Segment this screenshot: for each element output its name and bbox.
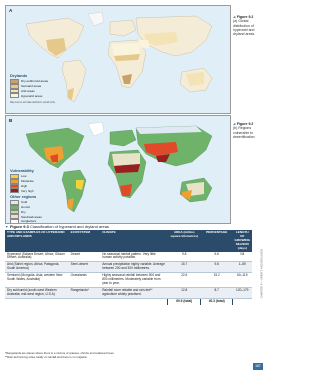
legend-item: Dry-subhumid areas (10, 79, 48, 84)
cell-area: 9.8 (168, 252, 201, 262)
cell-percentage: 8.7 (201, 287, 233, 298)
map-b-tag: B (9, 118, 13, 123)
legend-item: Hyperarid areas (10, 93, 48, 98)
header-climate: CLIMATE (100, 230, 167, 252)
figure-caption-a (233, 15, 263, 36)
cell-ecosystem: Semi-desert (69, 262, 101, 273)
legend-swatch (10, 188, 19, 193)
map-a-source-note: Map source and data attribution (small print). (10, 102, 56, 104)
cell-ecosystem: Desert (69, 252, 101, 262)
legend-item: Humid (10, 205, 42, 210)
cell-ecosystem: Grasslands (69, 273, 101, 288)
drylands-classification-table (5, 230, 252, 305)
header-percentage: PERCENTAGE (201, 230, 233, 252)
table-row (5, 262, 252, 273)
cell-ecosystem: Rangelands* (69, 287, 101, 298)
legend-item: Moderate (10, 179, 34, 184)
cell-percentage: 9.8 (201, 262, 233, 273)
cell-season: 1–59 (233, 262, 252, 273)
cell-season: 60–119 (233, 273, 252, 288)
figure-number: ◀ Figure 9.2 (233, 15, 263, 19)
cell-area: 22.6 (168, 273, 201, 288)
drylands-legend-title: Drylands (10, 73, 28, 78)
header-ecosystem: ECOSYSTEM (69, 230, 101, 252)
legend-item: Arid areas (10, 89, 48, 94)
table-row (5, 252, 252, 262)
total-area: 60.9 (total) (168, 298, 201, 304)
table-header-row (5, 230, 252, 252)
table-caption (5, 224, 109, 229)
cell-type: Dry subhumid (south-west Western Australia; mid-west region, U.S.A) (5, 287, 69, 298)
chapter-sidebar (256, 236, 262, 314)
table-caption-number: ▼ Figure 9.3 (5, 224, 29, 229)
header-growing-season: LENGTH OF GROWING SEASON (days) (234, 230, 250, 250)
legend-item: Ice/glaciers (10, 219, 42, 224)
legend-item: Very high (10, 188, 34, 193)
cell-type: Arid (Sahel region, Africa; Patagonia, South America) (5, 262, 69, 273)
footnote-rainfed: **Rain-fed farming relies totally on rainfall and there is no irrigation. (5, 355, 88, 359)
page-number: 187 (253, 363, 263, 370)
vulnerability-legend (10, 174, 34, 193)
table-row (5, 287, 252, 298)
legend-item: Cold (10, 200, 42, 205)
vulnerability-legend-title: Vulnerability (10, 168, 34, 173)
figure-number: ◀ Figure 9.2 (233, 122, 263, 126)
cell-climate: Highly seasonal rainfall between 500 and 800 millimetres. Moderately variable from year to year. (100, 273, 167, 288)
other-regions-legend (10, 200, 42, 224)
cell-type: Hyperarid (Sahara Desert, Africa; Gibson Desert, Australia) (5, 252, 69, 262)
figure-text: (a) Global distribution of hyperarid and dryland areas (233, 19, 255, 37)
drylands-legend (10, 79, 48, 98)
cell-area: 15.7 (168, 262, 201, 273)
cell-season: 120–179 (233, 287, 252, 298)
map-drylands (5, 5, 231, 114)
legend-item: Low (10, 174, 34, 179)
footnote-rangelands: *Rangelands are places where there is a mixture of grasses, shrubs and scattered trees. (5, 351, 115, 355)
figure-caption-b (233, 122, 263, 139)
table-total-row (5, 298, 252, 304)
cell-climate: Rainfall more reliable and rain-fed** agriculture widely practised. (100, 287, 167, 298)
cell-type: Semiarid (Mongolia, Asia; western New South Wales, Australia) (5, 273, 69, 288)
header-area: AREA (million square kilometres) (168, 230, 201, 252)
legend-item: Semiarid areas (10, 84, 48, 89)
chapter-sidebar-text: CHAPTER 9 — ARIDITY AND DRYLANDS (260, 248, 264, 299)
legend-item: High (10, 184, 34, 189)
map-a-tag: A (9, 8, 13, 13)
total-percentage: 40.3 (total) (201, 298, 233, 304)
cell-percentage: 15.2 (201, 273, 233, 288)
table-caption-text: Classification of hyperarid and dryland areas (30, 224, 109, 229)
legend-swatch (10, 93, 19, 98)
cell-climate: Annual precipitation highly variable. Average between 200 and 300 millimetres. (100, 262, 167, 273)
cell-area: 12.8 (168, 287, 201, 298)
header-type: TYPE AND EXAMPLES OF HYPERARID AND DRYLANDS (5, 230, 69, 252)
cell-season: Nil (233, 252, 252, 262)
figure-text: (b) Regions vulnerable to desertification (233, 126, 255, 139)
cell-percentage: 6.6 (201, 252, 233, 262)
table-row (5, 273, 252, 288)
other-regions-legend-title: Other regions (10, 194, 37, 199)
map-vulnerability (5, 115, 231, 224)
legend-item: Dry (10, 210, 42, 215)
cell-climate: No seasonal rainfall pattern. Very little human activity possible. (100, 252, 167, 262)
legend-item: Sand/salt areas (10, 214, 42, 219)
